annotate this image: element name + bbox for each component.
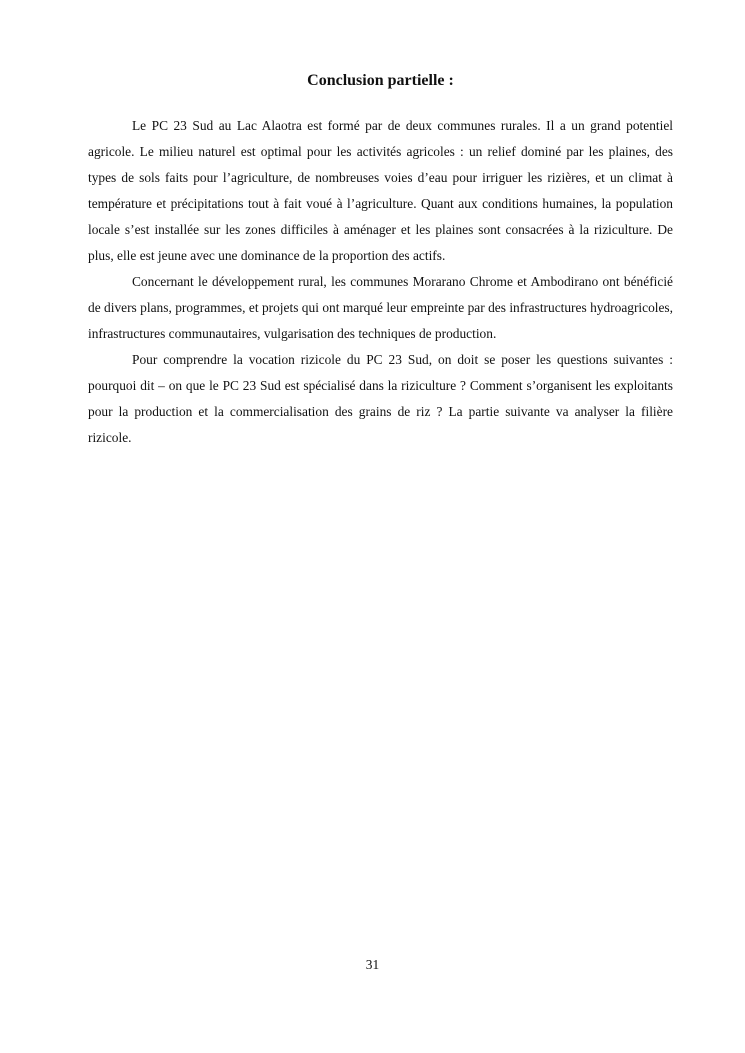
paragraph-3: Pour comprendre la vocation rizicole du PC 23 Sud, on doit se poser les questions suivantes : pourquoi dit – on que le PC 23 Sud est spécialisé dans la riziculture ? Comment s’organisent les exploitants pour la production et la commercialisation des grains de riz ? La partie suivante va analyser la filière rizicole. — [88, 352, 673, 445]
section-heading: Conclusion partielle : — [307, 72, 454, 89]
page-number: 31 — [365, 957, 380, 972]
paragraph-2: Concernant le développement rural, les communes Morarano Chrome et Ambodirano ont bénéficié de divers plans, programmes, et projets qui ont marqué leur empreinte par des infrastructures hydroagricoles, infrastructures communautaires, vulgarisation des techniques de production. — [88, 274, 673, 341]
paragraph-1: Le PC 23 Sud au Lac Alaotra est formé par de deux communes rurales. Il a un grand potentiel agricole. Le milieu naturel est optimal pour les activités agricoles : un relief dominé par les plaines, des types de sols faits pour l’agriculture, de nombreuses voies d’eau pour irriguer les rizières, et un climat à température et précipitations tout à fait voué à l’agriculture. Quant aux conditions humaines, la population locale s’est installée sur les zones difficiles à aménager et les plaines sont consacrées à la riziculture. De plus, elle est jeune avec une dominance de la proportion des actifs. — [88, 118, 673, 263]
body-text — [88, 113, 673, 451]
